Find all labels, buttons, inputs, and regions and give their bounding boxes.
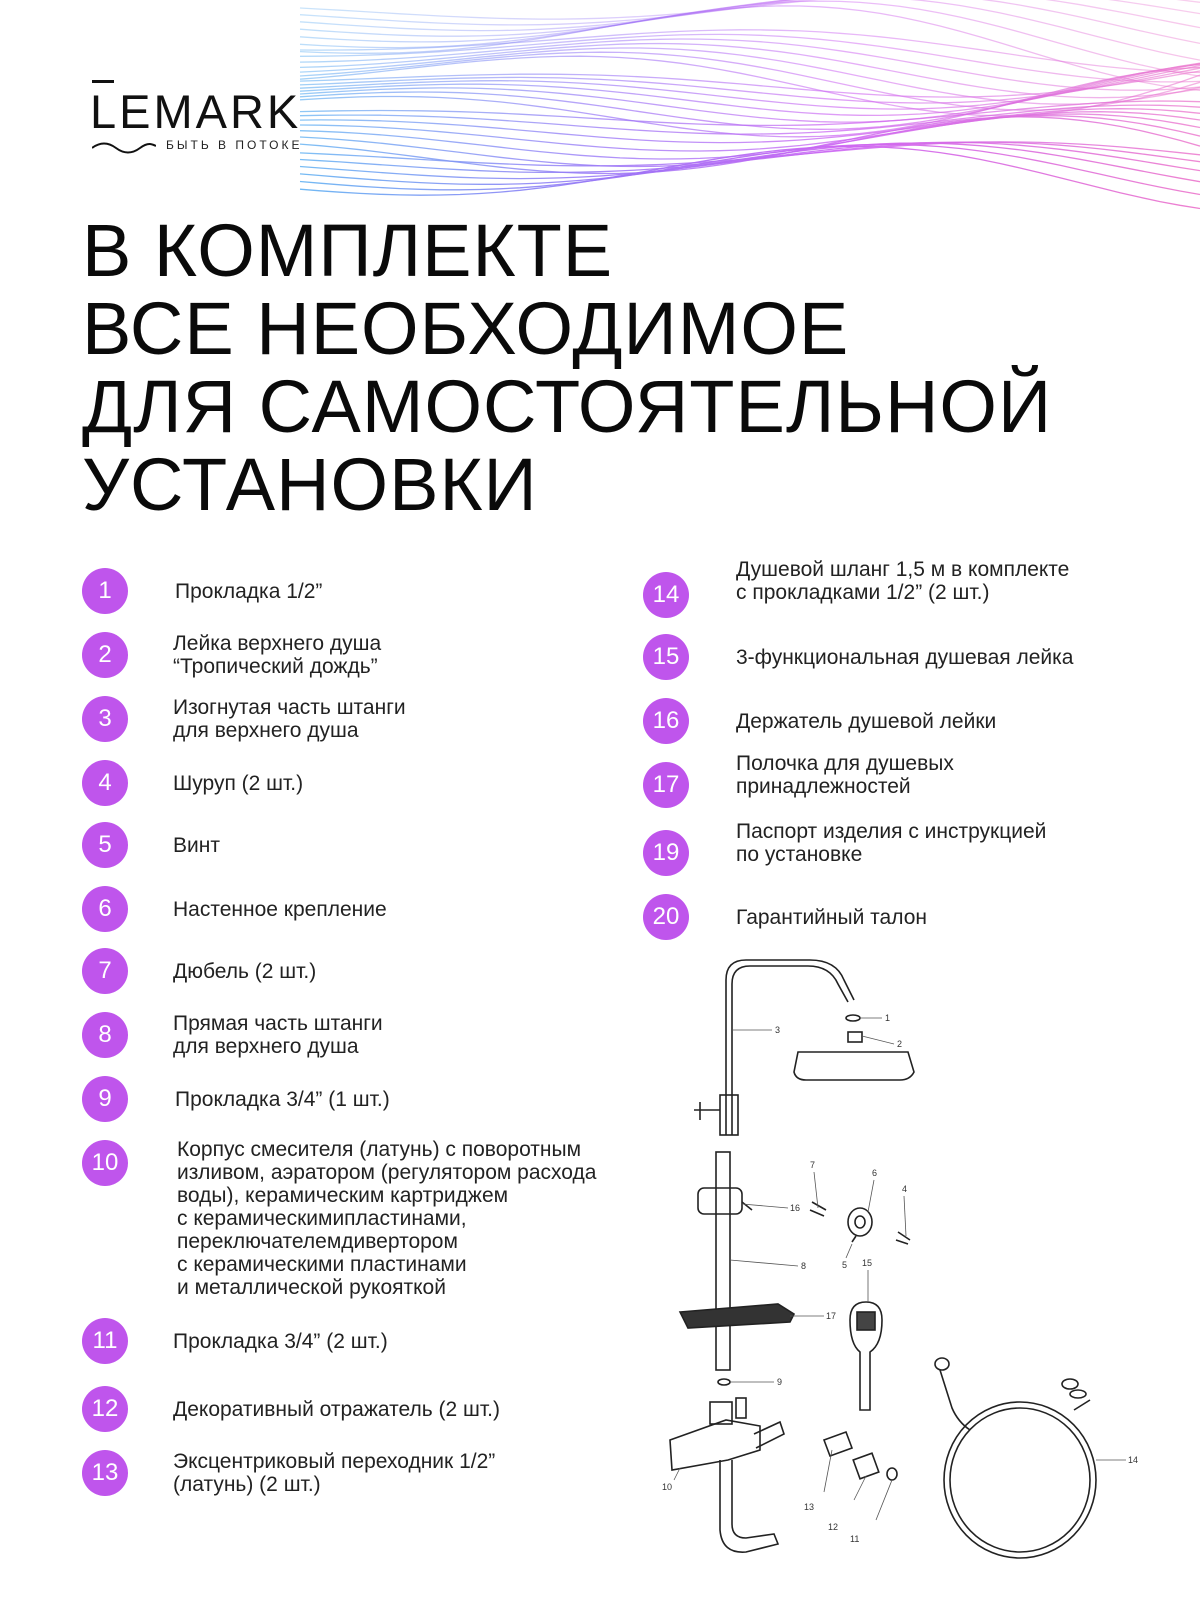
item-number-badge: 1 [82,568,128,614]
gasket-part [846,1015,860,1021]
item-number-badge: 12 [82,1386,128,1432]
item-number-badge: 3 [82,696,128,742]
slide-bar-part [716,1152,730,1370]
logo-bar [92,80,114,83]
handset-holder-part [698,1188,742,1214]
callout-15: 15 [862,1258,873,1268]
curved-arm-part [726,960,854,1135]
shelf-part [680,1304,794,1328]
callout-9: 9 [777,1377,783,1387]
callout-2: 2 [897,1039,903,1049]
headline-line: ДЛЯ САМОСТОЯТЕЛЬНОЙ [82,365,1053,448]
callout-12: 12 [828,1522,839,1532]
item-label: Прокладка 3/4” (2 шт.) [173,1329,388,1353]
item-label: Полочка для душевых принадлежностей [736,752,954,798]
item-number-badge: 10 [82,1140,128,1186]
callout-3: 3 [775,1025,781,1035]
callout-13: 13 [804,1502,815,1512]
item-number-badge: 19 [643,830,689,876]
item-label: Дюбель (2 шт.) [173,959,317,983]
eccentric-adapter-part [824,1432,852,1456]
item-number-badge: 17 [643,762,689,808]
wave-line [300,114,1200,159]
exploded-parts-diagram [660,940,1180,1590]
item-label: Лейка верхнего душа “Тропический дождь” [173,632,382,678]
item-label: Изогнутая часть штанги для верхнего душа [173,696,406,742]
item-label: Гарантийный талон [736,905,927,929]
callout-17: 17 [826,1311,837,1321]
item-label: Корпус смесителя (латунь) с поворотным изливом, аэратором (регулятором расхода воды), керамическим картриджем с керамическимипластинами, переключателемдивертором с керамическими пластинами и металлической рукояткой [177,1138,597,1299]
page-headline [82,209,1162,526]
item-number-badge: 2 [82,632,128,678]
item-label: 3-функциональная душевая лейка [736,645,1074,669]
item-label: Держатель душевой лейки [736,709,997,733]
item-number-badge: 16 [643,698,689,744]
item-number-badge: 5 [82,822,128,868]
item-number-badge: 14 [643,572,689,618]
logo-wave-icon [92,142,156,154]
item-number-badge: 8 [82,1012,128,1058]
item-number-badge: 9 [82,1076,128,1122]
item-number-badge: 4 [82,760,128,806]
shower-hose-part [940,1370,1096,1558]
rain-shower-head-part [848,1032,862,1042]
item-label: Прокладка 3/4” (1 шт.) [175,1087,390,1111]
item-label: Эксцентриковый переходник 1/2” (латунь) (2 шт.) [173,1450,496,1496]
wall-mount-part [848,1208,872,1236]
item-number-badge: 20 [643,894,689,940]
item-number-badge: 11 [82,1318,128,1364]
callout-6: 6 [872,1168,878,1178]
callout-5: 5 [842,1260,848,1270]
item-label: Винт [173,833,220,857]
callout-1: 1 [885,1013,891,1023]
headline-line: В КОМПЛЕКТЕ [82,209,614,292]
callout-7: 7 [810,1160,816,1170]
item-label: Настенное крепление [173,897,387,921]
item-label: Декоративный отражатель (2 шт.) [173,1397,500,1421]
item-label: Душевой шланг 1,5 м в комплекте с прокладками 1/2” (2 шт.) [736,558,1070,604]
headline-line: УСТАНОВКИ [82,443,538,526]
callout-11: 11 [850,1534,860,1544]
logo-wordmark: LEMARK [90,85,302,138]
wave-line [300,144,1200,194]
callout-10: 10 [662,1482,673,1492]
item-label: Прокладка 1/2” [175,579,323,603]
mixer-body-part [670,1420,760,1470]
item-label: Шуруп (2 шт.) [173,771,304,795]
callout-16: 16 [790,1203,801,1213]
item-number-badge: 15 [643,634,689,680]
item-label: Паспорт изделия с инструкцией по установке [736,820,1047,866]
item-number-badge: 7 [82,948,128,994]
callout-8: 8 [801,1261,807,1271]
logo-tagline: БЫТЬ В ПОТОКЕ [166,138,303,152]
headline-line: ВСЕ НЕОБХОДИМОЕ [82,287,850,370]
callout-4: 4 [902,1184,908,1194]
item-label: Прямая часть штанги для верхнего душа [173,1012,383,1058]
reflector-part [853,1453,879,1479]
callout-14: 14 [1128,1455,1139,1465]
item-number-badge: 13 [82,1450,128,1496]
item-number-badge: 6 [82,886,128,932]
